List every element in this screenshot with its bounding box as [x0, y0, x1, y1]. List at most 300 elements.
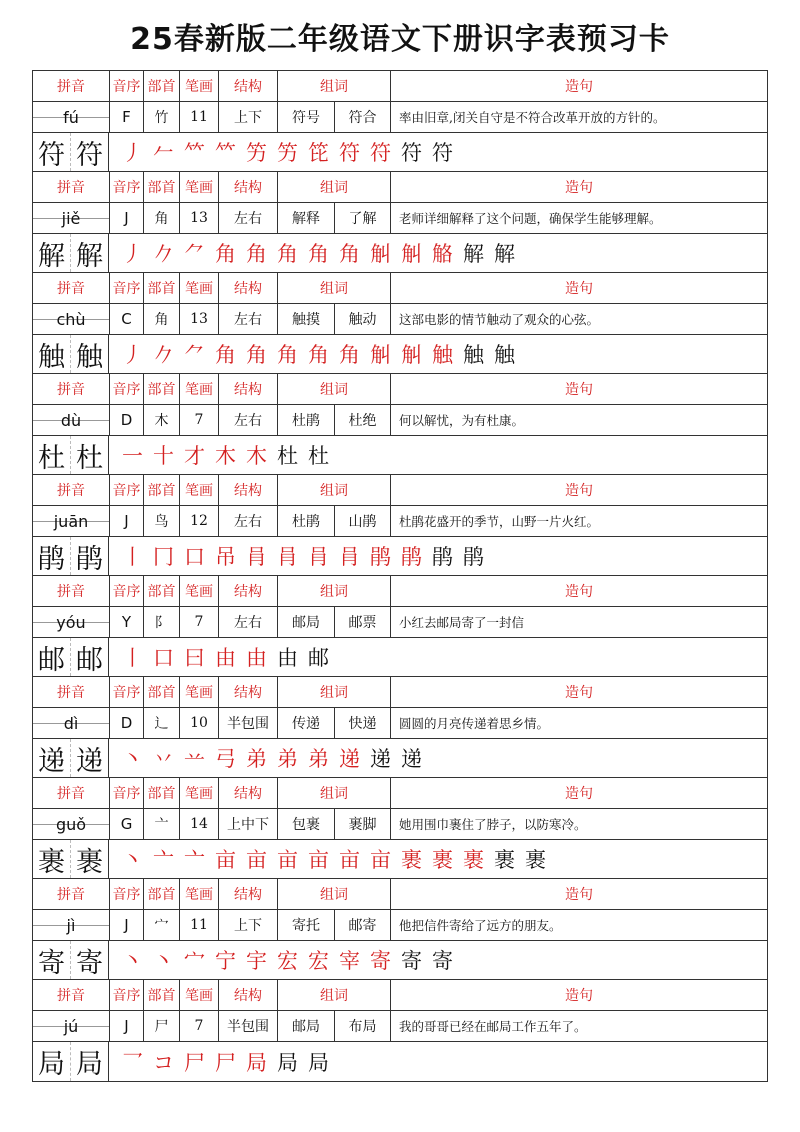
character-large: 鹃	[33, 537, 71, 575]
header-structure: 结构	[219, 273, 278, 303]
stroke-step: 邮	[308, 646, 329, 670]
header-radical: 部首	[144, 172, 180, 202]
pinyin: yóu	[33, 607, 110, 637]
stroke-sequence	[109, 739, 767, 777]
word-1: 邮局	[278, 1011, 335, 1041]
header-sentence: 造句	[565, 180, 593, 196]
word-2: 触动	[335, 304, 391, 334]
header-sentence: 造句	[565, 584, 593, 600]
phonetic-order: D	[110, 708, 144, 738]
stroke-step: 角	[339, 343, 360, 367]
stroke-count: 7	[180, 1011, 219, 1041]
stroke-step: 符	[432, 141, 453, 165]
stroke-step: 鹃	[463, 545, 484, 569]
header-radical: 部首	[144, 980, 180, 1010]
stroke-sequence	[109, 436, 767, 474]
character-entry	[33, 677, 767, 778]
radical: 辶	[144, 708, 180, 738]
stroke-step: 局	[277, 1050, 298, 1075]
character-large-copy: 触	[71, 335, 109, 373]
stroke-step: 裹	[432, 848, 453, 872]
stroke-step: 𠂉	[153, 141, 174, 165]
stroke-step: 寄	[432, 949, 453, 973]
header-strokes: 笔画	[180, 172, 219, 202]
info-row	[33, 102, 767, 133]
stroke-sequence	[109, 234, 767, 272]
stroke-step: 笓	[308, 141, 329, 165]
stroke-step: 杜	[308, 444, 329, 468]
header-order: 音序	[110, 980, 144, 1010]
header-pinyin: 拼音	[33, 677, 110, 707]
header-row	[33, 980, 767, 1011]
stroke-step: 冂	[153, 545, 174, 569]
header-pinyin: 拼音	[33, 172, 110, 202]
info-row	[33, 1011, 767, 1042]
word-1: 符号	[278, 102, 335, 132]
stroke-step: 寄	[401, 949, 422, 973]
character-entry	[33, 71, 767, 172]
phonetic-order: F	[110, 102, 144, 132]
word-2: 了解	[335, 203, 391, 233]
character-large-copy: 鹃	[71, 537, 109, 575]
header-sentence: 造句	[565, 281, 593, 297]
example-sentence: 她用围巾裹住了脖子，以防寒冷。	[399, 817, 587, 832]
info-row	[33, 607, 767, 638]
character-large-copy: 裹	[71, 840, 109, 878]
stroke-step: 角	[339, 242, 360, 266]
header-order: 音序	[110, 778, 144, 808]
stroke-step: 宁	[215, 949, 236, 973]
stroke-step: 弓	[215, 747, 236, 771]
header-pinyin: 拼音	[33, 273, 110, 303]
stroke-step: 角	[215, 343, 236, 367]
header-radical: 部首	[144, 778, 180, 808]
stroke-step: 宀	[184, 949, 205, 973]
info-row	[33, 405, 767, 436]
stroke-step: 口	[153, 646, 174, 670]
stroke-step: 竻	[246, 141, 267, 165]
header-sentence: 造句	[565, 483, 593, 499]
header-words: 组词	[278, 677, 391, 707]
character-large-copy: 邮	[71, 638, 109, 676]
word-2: 山鹃	[335, 506, 391, 536]
stroke-step: ⺈	[184, 242, 205, 266]
character-large: 局	[33, 1042, 71, 1081]
stroke-step: 觡	[432, 242, 453, 266]
structure: 上中下	[219, 809, 278, 839]
stroke-step: 递	[401, 747, 422, 771]
stroke-count: 7	[180, 607, 219, 637]
stroke-step: 裹	[494, 848, 515, 872]
structure: 半包围	[219, 1011, 278, 1041]
example-sentence: 老师详细解释了这个问题，确保学生能够理解。	[399, 211, 662, 226]
header-order: 音序	[110, 475, 144, 505]
stroke-order-row	[33, 739, 767, 778]
stroke-step: 符	[401, 141, 422, 165]
header-strokes: 笔画	[180, 879, 219, 909]
header-words: 组词	[278, 980, 391, 1010]
character-large: 触	[33, 335, 71, 373]
radical: 鸟	[144, 506, 180, 536]
stroke-step: 弟	[246, 747, 267, 771]
header-order: 音序	[110, 172, 144, 202]
header-row	[33, 374, 767, 405]
stroke-step: 亩	[215, 848, 236, 872]
header-pinyin: 拼音	[33, 475, 110, 505]
stroke-count: 10	[180, 708, 219, 738]
stroke-step: 由	[277, 646, 298, 670]
stroke-step: 才	[184, 444, 205, 468]
header-order: 音序	[110, 677, 144, 707]
header-row	[33, 273, 767, 304]
stroke-step: 尸	[215, 1050, 236, 1075]
word-1: 包裹	[278, 809, 335, 839]
stroke-step: 亩	[246, 848, 267, 872]
stroke-sequence	[109, 941, 767, 979]
pinyin: dì	[33, 708, 110, 738]
stroke-step: 尸	[184, 1050, 205, 1075]
structure: 上下	[219, 910, 278, 940]
stroke-step: 触	[432, 343, 453, 367]
word-1: 杜鹃	[278, 506, 335, 536]
header-sentence: 造句	[565, 887, 593, 903]
stroke-step: 由	[215, 646, 236, 670]
character-entry	[33, 980, 767, 1081]
stroke-step: 木	[246, 444, 267, 468]
header-structure: 结构	[219, 980, 278, 1010]
stroke-step: 一	[122, 444, 143, 468]
stroke-order-row	[33, 941, 767, 980]
radical: 角	[144, 304, 180, 334]
stroke-step: 亩	[277, 848, 298, 872]
stroke-step: 递	[339, 747, 360, 771]
example-sentence: 圆圆的月亮传递着思乡情。	[399, 716, 550, 731]
stroke-step: 丶	[153, 949, 174, 973]
pinyin: guǒ	[33, 809, 110, 839]
stroke-order-row	[33, 436, 767, 475]
header-radical: 部首	[144, 879, 180, 909]
header-pinyin: 拼音	[33, 778, 110, 808]
stroke-step: 丷	[153, 747, 174, 771]
header-structure: 结构	[219, 374, 278, 404]
example-sentence: 小红去邮局寄了一封信	[399, 615, 525, 630]
phonetic-order: G	[110, 809, 144, 839]
stroke-step: 𠂊	[153, 242, 174, 266]
radical: 角	[144, 203, 180, 233]
stroke-step: 䒑	[184, 747, 205, 771]
header-order: 音序	[110, 879, 144, 909]
character-entry	[33, 273, 767, 374]
character-large-copy: 递	[71, 739, 109, 777]
stroke-order-row	[33, 133, 767, 172]
header-order: 音序	[110, 71, 144, 101]
example-sentence: 我的哥哥已经在邮局工作五年了。	[399, 1019, 587, 1034]
stroke-step: 裹	[525, 848, 546, 872]
pinyin: jú	[33, 1011, 110, 1041]
stroke-step: 吊	[215, 545, 236, 569]
character-table	[32, 70, 768, 1082]
stroke-step: 丨	[122, 646, 143, 670]
stroke-step: 宰	[339, 949, 360, 973]
page-title: 25春新版二年级语文下册识字表预习卡	[130, 22, 670, 57]
stroke-step: 亠	[153, 848, 174, 872]
header-pinyin: 拼音	[33, 879, 110, 909]
stroke-step: 触	[463, 343, 484, 367]
header-sentence: 造句	[565, 79, 593, 95]
stroke-step: 裹	[401, 848, 422, 872]
stroke-count: 7	[180, 405, 219, 435]
stroke-sequence	[109, 1042, 767, 1081]
stroke-step: 角	[308, 242, 329, 266]
header-row	[33, 172, 767, 203]
stroke-step: コ	[153, 1050, 174, 1075]
word-1: 寄托	[278, 910, 335, 940]
stroke-order-row	[33, 335, 767, 374]
header-strokes: 笔画	[180, 374, 219, 404]
header-pinyin: 拼音	[33, 980, 110, 1010]
stroke-step: 鹃	[432, 545, 453, 569]
header-strokes: 笔画	[180, 980, 219, 1010]
stroke-step: 丿	[122, 242, 143, 266]
header-sentence: 造句	[565, 988, 593, 1004]
header-radical: 部首	[144, 475, 180, 505]
stroke-step: 角	[246, 242, 267, 266]
stroke-step: 局	[246, 1050, 267, 1075]
character-entry	[33, 172, 767, 273]
character-entry	[33, 879, 767, 980]
stroke-sequence	[109, 133, 767, 171]
stroke-step: 由	[246, 646, 267, 670]
character-large: 裹	[33, 840, 71, 878]
word-2: 邮票	[335, 607, 391, 637]
header-row	[33, 475, 767, 506]
header-sentence: 造句	[565, 685, 593, 701]
stroke-step: 肙	[277, 545, 298, 569]
header-pinyin: 拼音	[33, 576, 110, 606]
header-structure: 结构	[219, 778, 278, 808]
header-radical: 部首	[144, 576, 180, 606]
stroke-step: ⺈	[184, 343, 205, 367]
pinyin: fú	[33, 102, 110, 132]
structure: 左右	[219, 405, 278, 435]
structure: 左右	[219, 304, 278, 334]
stroke-step: 宇	[246, 949, 267, 973]
stroke-sequence	[109, 335, 767, 373]
info-row	[33, 910, 767, 941]
word-1: 邮局	[278, 607, 335, 637]
example-sentence: 何以解忧，为有杜康。	[399, 413, 525, 428]
pinyin: chù	[33, 304, 110, 334]
header-words: 组词	[278, 778, 391, 808]
header-radical: 部首	[144, 374, 180, 404]
stroke-step: 𠂊	[153, 343, 174, 367]
header-row	[33, 778, 767, 809]
stroke-step: 觓	[370, 242, 391, 266]
header-structure: 结构	[219, 172, 278, 202]
stroke-step: 亩	[308, 848, 329, 872]
example-sentence: 杜鹃花盛开的季节，山野一片火红。	[399, 514, 600, 529]
stroke-step: 竻	[277, 141, 298, 165]
header-pinyin: 拼音	[33, 71, 110, 101]
info-row	[33, 708, 767, 739]
stroke-step: 丿	[122, 343, 143, 367]
header-structure: 结构	[219, 71, 278, 101]
stroke-order-row	[33, 638, 767, 677]
stroke-step: 角	[215, 242, 236, 266]
stroke-sequence	[109, 638, 767, 676]
stroke-count: 13	[180, 304, 219, 334]
stroke-step: 丶	[122, 949, 143, 973]
character-large: 寄	[33, 941, 71, 979]
word-2: 杜绝	[335, 405, 391, 435]
header-words: 组词	[278, 71, 391, 101]
stroke-step: 递	[370, 747, 391, 771]
example-sentence: 他把信件寄给了远方的朋友。	[399, 918, 562, 933]
stroke-step: 裹	[463, 848, 484, 872]
word-1: 传递	[278, 708, 335, 738]
header-radical: 部首	[144, 677, 180, 707]
character-entry	[33, 475, 767, 576]
stroke-order-row	[33, 1042, 767, 1081]
word-1: 杜鹃	[278, 405, 335, 435]
radical: 尸	[144, 1011, 180, 1041]
header-row	[33, 71, 767, 102]
header-structure: 结构	[219, 576, 278, 606]
header-structure: 结构	[219, 677, 278, 707]
header-pinyin: 拼音	[33, 374, 110, 404]
stroke-count: 11	[180, 102, 219, 132]
stroke-step: 肙	[246, 545, 267, 569]
example-sentence: 率由旧章,闭关自守是不符合改革开放的方针的。	[399, 110, 666, 125]
stroke-count: 11	[180, 910, 219, 940]
character-large-copy: 杜	[71, 436, 109, 474]
header-words: 组词	[278, 273, 391, 303]
phonetic-order: D	[110, 405, 144, 435]
stroke-step: 符	[339, 141, 360, 165]
word-2: 邮寄	[335, 910, 391, 940]
stroke-step: 𥫗	[184, 141, 205, 165]
stroke-step: 杜	[277, 444, 298, 468]
stroke-step: 局	[308, 1050, 329, 1075]
character-large: 递	[33, 739, 71, 777]
stroke-count: 14	[180, 809, 219, 839]
structure: 左右	[219, 506, 278, 536]
info-row	[33, 203, 767, 234]
header-strokes: 笔画	[180, 475, 219, 505]
header-row	[33, 879, 767, 910]
stroke-step: 丶	[122, 747, 143, 771]
stroke-step: 宏	[308, 949, 329, 973]
pinyin: juān	[33, 506, 110, 536]
radical: 阝	[144, 607, 180, 637]
phonetic-order: J	[110, 910, 144, 940]
phonetic-order: Y	[110, 607, 144, 637]
header-structure: 结构	[219, 475, 278, 505]
stroke-step: 亩	[339, 848, 360, 872]
phonetic-order: J	[110, 1011, 144, 1041]
header-sentence: 造句	[565, 786, 593, 802]
stroke-step: 口	[184, 545, 205, 569]
character-entry	[33, 374, 767, 475]
stroke-step: 解	[463, 242, 484, 266]
phonetic-order: J	[110, 203, 144, 233]
pinyin: jì	[33, 910, 110, 940]
stroke-step: 𥫗	[215, 141, 236, 165]
header-row	[33, 576, 767, 607]
word-2: 快递	[335, 708, 391, 738]
radical: 竹	[144, 102, 180, 132]
header-words: 组词	[278, 172, 391, 202]
header-words: 组词	[278, 475, 391, 505]
stroke-step: 木	[215, 444, 236, 468]
stroke-step: 觓	[401, 343, 422, 367]
header-strokes: 笔画	[180, 71, 219, 101]
header-strokes: 笔画	[180, 273, 219, 303]
stroke-step: 十	[153, 444, 174, 468]
character-large-copy: 解	[71, 234, 109, 272]
stroke-step: 弟	[308, 747, 329, 771]
word-1: 触摸	[278, 304, 335, 334]
stroke-order-row	[33, 537, 767, 576]
stroke-step: 触	[494, 343, 515, 367]
header-strokes: 笔画	[180, 778, 219, 808]
header-radical: 部首	[144, 273, 180, 303]
stroke-step: 丶	[122, 848, 143, 872]
header-sentence: 造句	[565, 382, 593, 398]
structure: 半包围	[219, 708, 278, 738]
info-row	[33, 809, 767, 840]
stroke-step: 丿	[122, 141, 143, 165]
stroke-step: 亠	[184, 848, 205, 872]
character-entry	[33, 778, 767, 879]
stroke-order-row	[33, 840, 767, 879]
stroke-step: 宏	[277, 949, 298, 973]
character-large: 符	[33, 133, 71, 171]
word-2: 符合	[335, 102, 391, 132]
character-large: 杜	[33, 436, 71, 474]
stroke-step: 乛	[122, 1050, 143, 1075]
structure: 左右	[219, 203, 278, 233]
stroke-step: 角	[246, 343, 267, 367]
phonetic-order: C	[110, 304, 144, 334]
example-sentence: 这部电影的情节触动了观众的心弦。	[399, 312, 600, 327]
stroke-step: 符	[370, 141, 391, 165]
stroke-step: 鹃	[370, 545, 391, 569]
radical: 亠	[144, 809, 180, 839]
word-2: 布局	[335, 1011, 391, 1041]
header-strokes: 笔画	[180, 677, 219, 707]
header-row	[33, 677, 767, 708]
phonetic-order: J	[110, 506, 144, 536]
character-large: 解	[33, 234, 71, 272]
header-words: 组词	[278, 879, 391, 909]
header-order: 音序	[110, 273, 144, 303]
stroke-step: 角	[277, 343, 298, 367]
pinyin: jiě	[33, 203, 110, 233]
stroke-count: 12	[180, 506, 219, 536]
radical: 木	[144, 405, 180, 435]
header-radical: 部首	[144, 71, 180, 101]
character-large-copy: 局	[71, 1042, 109, 1081]
stroke-order-row	[33, 234, 767, 273]
stroke-step: 丨	[122, 545, 143, 569]
character-large-copy: 寄	[71, 941, 109, 979]
character-large: 邮	[33, 638, 71, 676]
stroke-sequence	[109, 537, 767, 575]
header-structure: 结构	[219, 879, 278, 909]
word-2: 裹脚	[335, 809, 391, 839]
radical: 宀	[144, 910, 180, 940]
